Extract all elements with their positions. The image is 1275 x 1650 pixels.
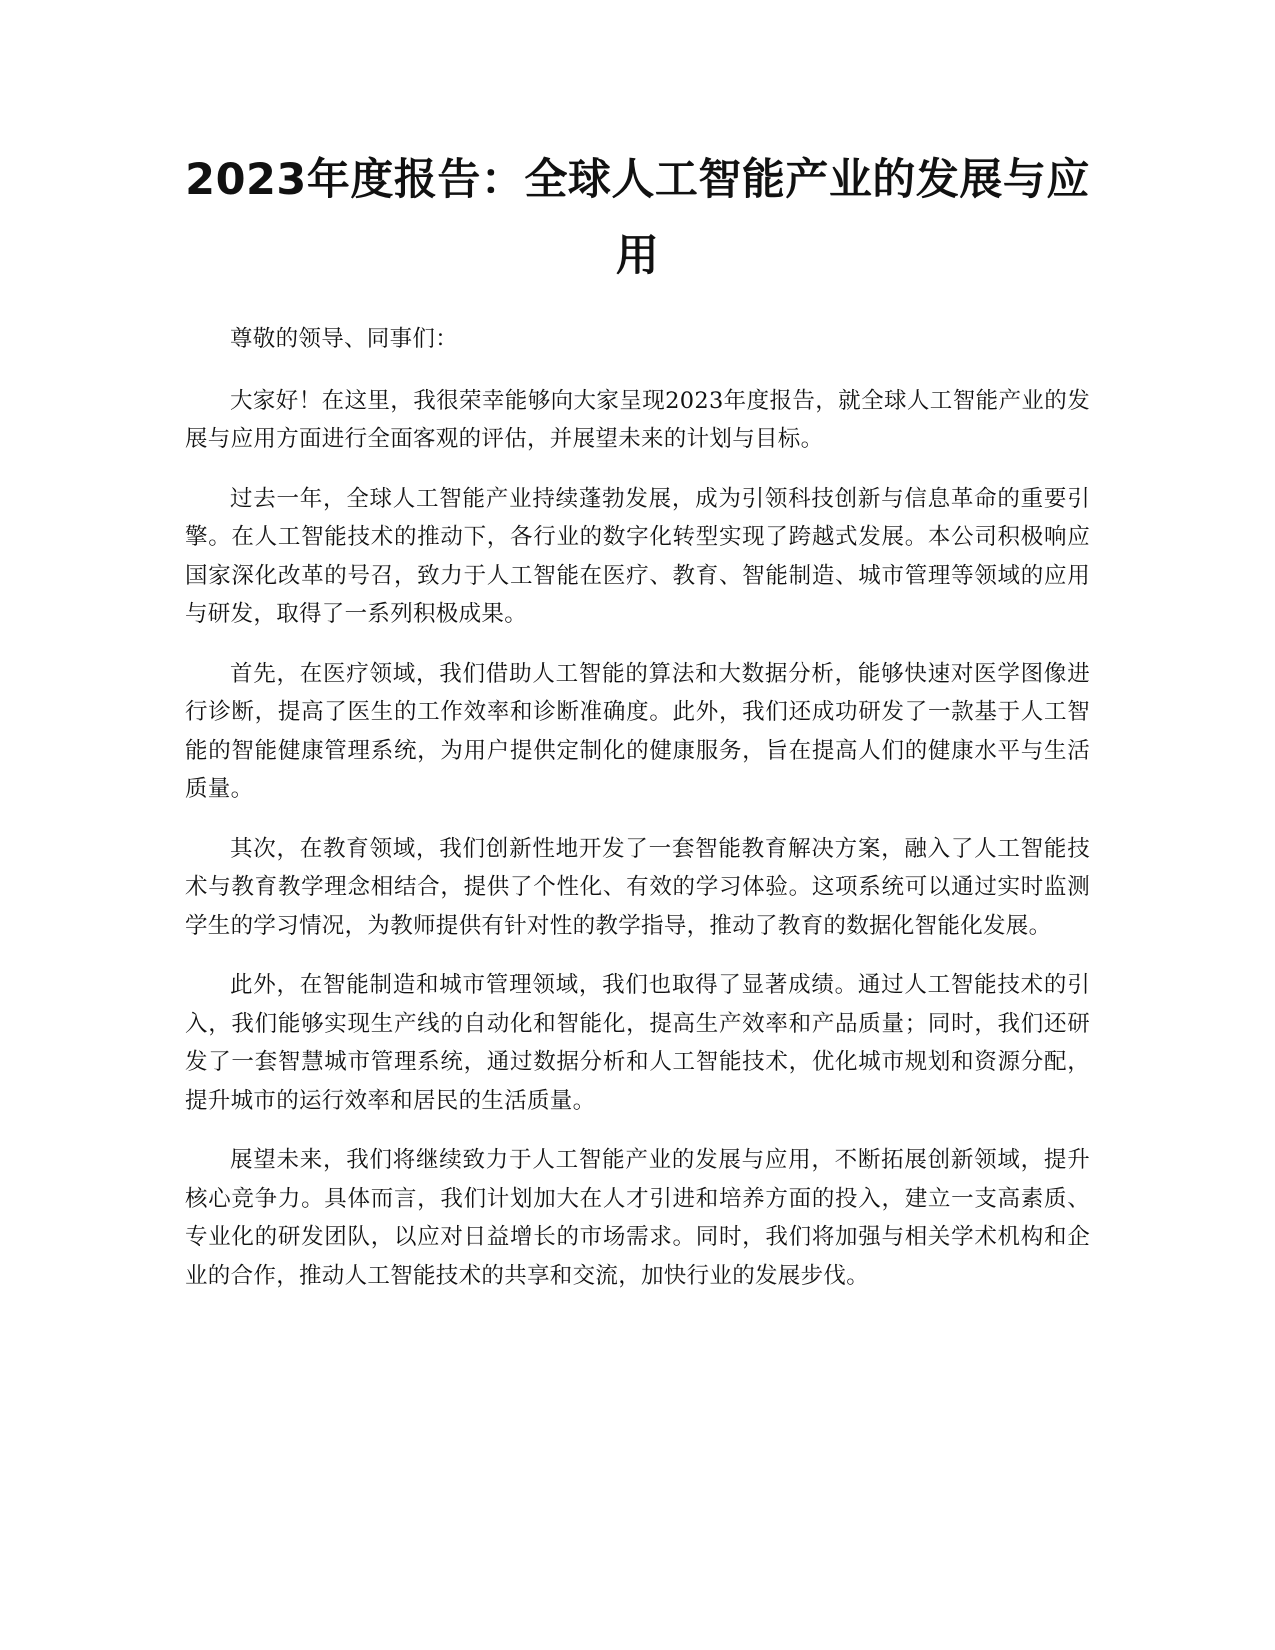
education-paragraph: 其次，在教育领域，我们创新性地开发了一套智能教育解决方案，融入了人工智能技术与教育教学理念相结合，提供了个性化、有效的学习体验。这项系统可以通过实时监测学生的学习情况，为教师提供有针对性的教学指导，推动了教育的数据化智能化发展。 [185, 835, 1090, 939]
document-body [185, 320, 1090, 1316]
review-paragraph: 过去一年，全球人工智能产业持续蓬勃发展，成为引领科技创新与信息革命的重要引擎。在人工智能技术的推动下，各行业的数字化转型实现了跨越式发展。本公司积极响应国家深化改革的号召，致力于人工智能在医疗、教育、智能制造、城市管理等领域的应用与研发，取得了一系列积极成果。 [185, 485, 1090, 627]
document-title: 2023年度报告：全球人工智能产业的发展与应用 [185, 155, 1090, 281]
salutation-paragraph: 尊敬的领导、同事们： [230, 326, 459, 352]
manufacturing-paragraph: 此外，在智能制造和城市管理领域，我们也取得了显著成绩。通过人工智能技术的引入，我们能够实现生产线的自动化和智能化，提高生产效率和产品质量；同时，我们还研发了一套智慧城市管理系统，通过数据分析和人工智能技术，优化城市规划和资源分配，提升城市的运行效率和居民的生活质量。 [185, 972, 1090, 1114]
outlook-paragraph: 展望未来，我们将继续致力于人工智能产业的发展与应用，不断拓展创新领域，提升核心竞争力。具体而言，我们计划加大在人才引进和培养方面的投入，建立一支高素质、专业化的研发团队，以应对日益增长的市场需求。同时，我们将加强与相关学术机构和企业的合作，推动人工智能技术的共享和交流，加快行业的发展步伐。 [185, 1147, 1090, 1289]
intro-paragraph: 大家好！在这里，我很荣幸能够向大家呈现2023年度报告，就全球人工智能产业的发展与应用方面进行全面客观的评估，并展望未来的计划与目标。 [185, 387, 1090, 452]
medical-paragraph: 首先，在医疗领域，我们借助人工智能的算法和大数据分析，能够快速对医学图像进行诊断，提高了医生的工作效率和诊断准确度。此外，我们还成功研发了一款基于人工智能的智能健康管理系统，为用户提供定制化的健康服务，旨在提高人们的健康水平与生活质量。 [185, 660, 1090, 802]
